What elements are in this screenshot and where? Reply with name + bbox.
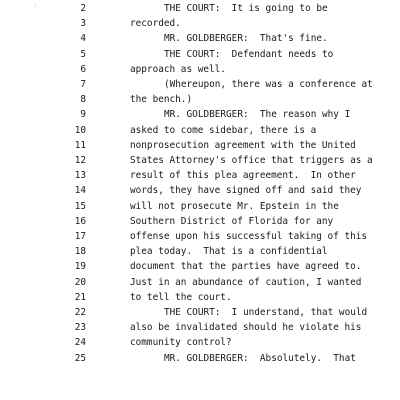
line-text: asked to come sidebar, there is a (130, 124, 317, 136)
transcript-line (0, 138, 400, 153)
line-text: nonprosecution agreement with the United (130, 139, 356, 151)
transcript-line (0, 47, 400, 62)
line-number: 15 (74, 200, 86, 212)
scan-speck-mark: · · (34, 2, 39, 10)
transcript-line (0, 62, 400, 77)
transcript-line (0, 229, 400, 244)
line-number: 14 (74, 185, 86, 197)
line-text: THE COURT: I understand, that would (163, 307, 368, 318)
line-number: 18 (74, 246, 86, 258)
line-text: offense upon his successful taking of this (130, 231, 368, 242)
transcript-line (0, 275, 400, 290)
line-number: 19 (74, 261, 86, 273)
line-text: also be invalidated should he violate his (130, 322, 362, 334)
line-number: 22 (74, 307, 86, 318)
line-text: (Whereupon, there was a conference at (163, 79, 373, 90)
transcript-line (0, 244, 400, 259)
line-number: 5 (80, 48, 86, 60)
transcript-line (0, 335, 400, 350)
line-text: MR. GOLDBERGER: The reason why I (163, 109, 351, 121)
line-text: States Attorney's office that triggers as a (130, 155, 373, 166)
line-text: Just in an abundance of caution, I wanted (130, 276, 362, 288)
transcript-line (0, 92, 400, 107)
transcript-line (0, 320, 400, 335)
line-number: 4 (80, 33, 86, 45)
transcript-line (0, 290, 400, 305)
line-number: 7 (80, 79, 86, 90)
line-text: recorded. (130, 18, 181, 30)
line-text: MR. GOLDBERGER: That's fine. (163, 33, 328, 45)
line-number: 2 (80, 3, 86, 14)
line-text: community control? (130, 337, 232, 349)
line-number: 24 (74, 337, 86, 349)
line-text: to tell the court. (130, 291, 232, 303)
line-number: 16 (74, 215, 86, 227)
line-text: THE COURT: Defendant needs to (163, 48, 334, 60)
transcript-line (0, 259, 400, 274)
transcript-line (0, 214, 400, 229)
line-text: will not prosecute Mr. Epstein in the (130, 200, 339, 212)
line-text: the bench.) (130, 94, 193, 106)
line-number: 13 (74, 170, 86, 182)
transcript-line (0, 77, 400, 92)
line-number: 25 (74, 352, 86, 364)
line-number: 23 (74, 322, 86, 334)
transcript-line (0, 199, 400, 214)
transcript-line (0, 16, 400, 31)
line-number: 11 (74, 139, 86, 151)
line-number: 9 (80, 109, 86, 121)
transcript-line (0, 123, 400, 138)
transcript-line (0, 183, 400, 198)
line-text: Southern District of Florida for any (130, 215, 334, 227)
line-number: 6 (80, 63, 86, 75)
transcript-line (0, 153, 400, 168)
line-text: THE COURT: It is going to be (163, 3, 328, 14)
line-number: 20 (74, 276, 86, 288)
transcript-line (0, 305, 400, 320)
transcript-line (0, 168, 400, 183)
line-text: result of this plea agreement. In other (130, 170, 356, 182)
transcript-line (0, 31, 400, 46)
line-number: 17 (74, 231, 86, 242)
line-text: plea today. That is a confidential (130, 246, 328, 258)
line-number: 21 (74, 291, 86, 303)
line-text: words, they have signed off and said they (130, 185, 362, 197)
line-number: 8 (80, 94, 86, 106)
line-number: 3 (80, 18, 86, 30)
line-text: document that the parties have agreed to. (130, 261, 362, 273)
line-number: 12 (74, 155, 86, 166)
line-text: MR. GOLDBERGER: Absolutely. That (163, 352, 356, 364)
line-number: 10 (74, 124, 86, 136)
transcript-line (0, 107, 400, 122)
transcript-line (0, 1, 400, 16)
line-text: approach as well. (130, 63, 226, 75)
transcript-line (0, 351, 400, 366)
